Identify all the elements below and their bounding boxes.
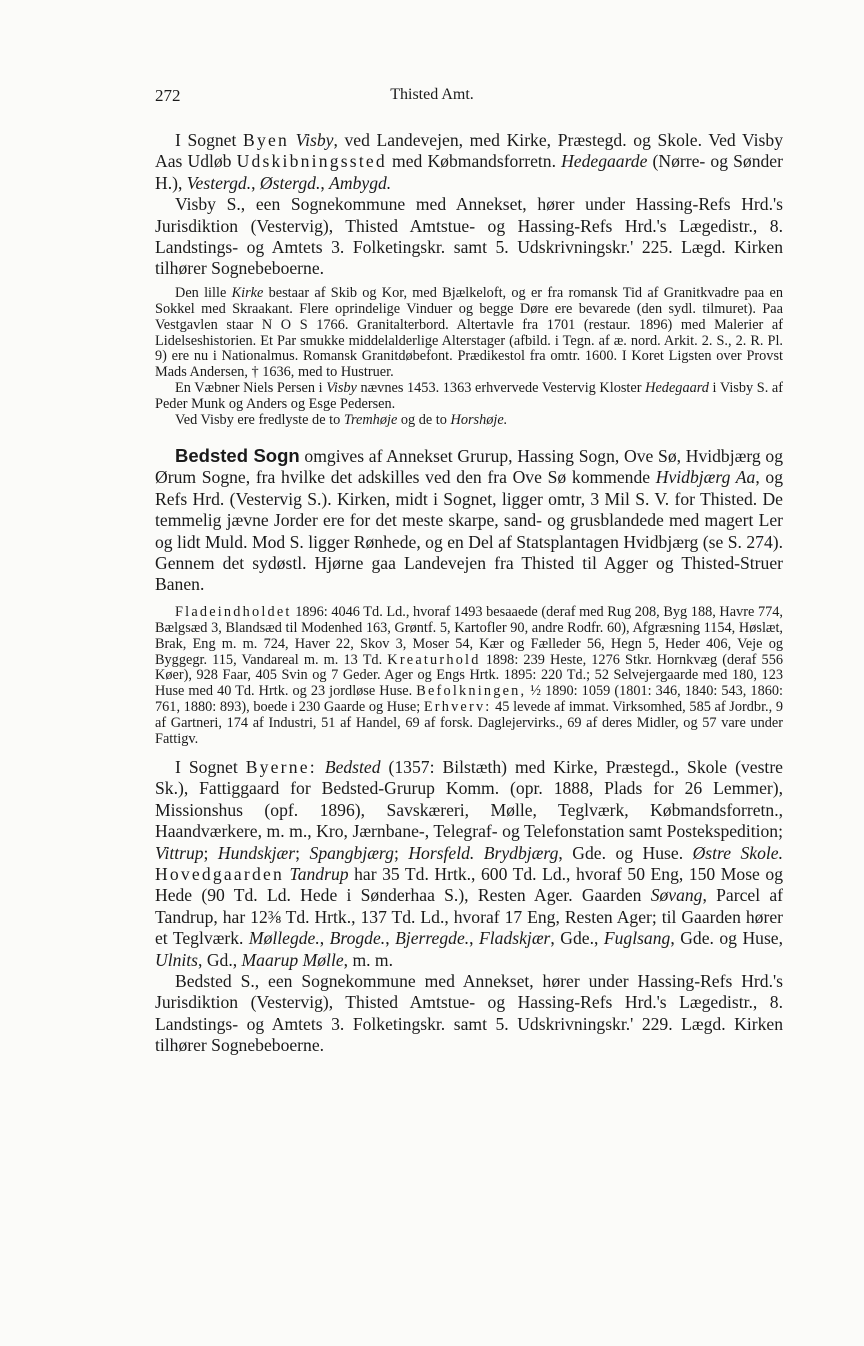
paragraph-visby-town: I Sognet Byen Visby, ved Landevejen, med Kirke, Præstegd. og Skole. Ved Visby Aas Udløb Udskibningssted med Købmandsforretn. Hedegaarde (Nørre- og Sønder H.), Vestergd., Østergd., Ambygd. <box>155 130 784 193</box>
paragraph-visby-protected: Ved Visby ere fredlyste de to Tremhøje og de to Horshøje. <box>175 412 508 429</box>
paragraph-bedsted-villages: I Sognet Byerne: Bedsted (1357: Bilstæth) med Kirke, Præstegd., Skole (vestre Sk.), Fattiggaard for Bedsted-Grurup Komm. (opr. 1888, Plads for 26 Lemmer), Missionshus (opf. 1896), Savskæreri, Mølle, Teglværk, Købmandsforretn., Haandværkere, m. m., Kro, Jærnbane-, Telegraf- og Telefonstation samt Postekspedition; Vittrup; Hundskjær; Spangbjærg; Horsfeld. Brydbjærg, Gde. og Huse. Østre Skole. Hovedgaarden Tandrup har 35 Td. Hrtk., 600 Td. Ld., hvoraf 50 Eng, 150 Mose og Hede (90 Td. Ld. Hede i Sønderhaa S.), Resten Ager. Gaarden Søvang, Parcel af Tandrup, har 12⅜ Td. Hrtk., 137 Td. Ld., hvoraf 17 Eng, Resten Ager; til Gaarden hører et Teglværk. Møllegde., Brogde., Bjerregde., Fladskjær, Gde., Fuglsang, Gde. og Huse, Ulnits, Gd., Maarup Mølle, m. m. <box>155 757 784 970</box>
paragraph-bedsted-admin: Bedsted S., een Sognekommune med Annekset, hører under Hassing-Refs Hrd.'s Jurisdiktion (Vestervig), Thisted Amtstue- og Hassing-Refs Hrd.'s Lægedistr., 8. Landstings- og Amtets 3. Folketingskr. samt 5. Udskrivningskr.' 229. Lægd. Kirken tilhører Sognebeboerne. <box>155 971 783 1056</box>
paragraph-visby-church: Den lille Kirke bestaar af Skib og Kor, med Bjælkeloft, og er fra romansk Tid af Granitkvadre paa en Sokkel med Skraakant. Flere oprindelige Vinduer og begge Døre ere bevarede (den sydl. tilmuret). Paa Vestgavlen staar N O S 1766. Granitalterbord. Altertavle fra 1701 (restaur. 1896) med Malerier af Lidelseshistorien. Et Par smukke middelalderlige Alterstager (afbild. i Tegn. af æ. nord. Arkit. 2. S., 2. R. Pl. 9) ere nu i Nationalmus. Romansk Granitdøbefont. Prædikestol fra omtr. 1600. I Koret Ligsten over Provst Mads Andersen, † 1636, med to Hustruer. <box>155 284 784 381</box>
paragraph-bedsted-sogn: Bedsted Sogn omgives af Annekset Grurup, Hassing Sogn, Ove Sø, Hvidbjærg og Ørum Sogne, fra hvilke det adskilles ved den fra Ove Sø kommende Hvidbjærg Aa, og Refs Hrd. (Vestervig S.). Kirken, midt i Sognet, ligger omtr, 3 Mil S. V. for Thisted. De temmelig jævne Jorder ere for det meste skarpe, sand- og grusblandede med magert Ler og lidt Muld. Mod S. ligger Rønhede, og en Del af Statsplantagen Hvidbjærg (se S. 274). Gennem det sydøstl. Hjørne gaa Landevejen fra Thisted til Agger og Thisted-Struer Banen. <box>155 445 784 595</box>
section-heading: Bedsted Sogn <box>175 445 300 466</box>
page-number: 272 <box>155 86 181 105</box>
running-title: Thisted Amt. <box>390 86 474 103</box>
body-text <box>155 130 783 1057</box>
paragraph-visby-admin: Visby S., een Sognekommune med Annekset, hører under Hassing-Refs Hrd.'s Jurisdiktion (Vestervig), Thisted Amtstue- og Hassing-Refs Hrd.'s Lægedistr., 8. Landstings- og Amtets 3. Folketingskr. samt 5. Udskrivningskr.' 225. Lægd. Kirken tilhører Sognebeboerne. <box>155 194 783 279</box>
paragraph-bedsted-statistics: Fladeindholdet 1896: 4046 Td. Ld., hvoraf 1493 besaaede (deraf med Rug 208, Byg 188, Havre 774, Bælgsæd 3, Blandsæd til Modenhed 163, Grøntf. 5, Kartofler 90, andre Rodfr. 60), Afgræsning 1154, Høslæt, Brak, Eng m. m. 724, Haver 22, Skov 3, Moser 54, Kær og Fælleder 56, Hegn 5, Heder 406, Veje og Byggegr. 115, Vandareal m. m. 13 Td. Kreaturhold 1898: 239 Heste, 1276 Stkr. Hornkvæg (deraf 556 Køer), 928 Faar, 405 Svin og 7 Geder. Ager og Engs Hrtk. 1895: 220 Td.; 52 Selvejergaarde med 180, 123 Huse med 40 Td. Hrtk. og 23 jordløse Huse. Befolkningen, ½ 1890: 1059 (1801: 346, 1840: 543, 1860: 761, 1880: 893), boede i 230 Gaarde og Huse; Erhverv: 45 levede af immat. Virksomhed, 585 af Jordbr., 9 af Gartneri, 174 af Industri, 51 af Handel, 69 af forsk. Daglejervirks., 69 af deres Midler, og 57 vare under Fattigv. <box>155 603 784 748</box>
paragraph-visby-history: En Væbner Niels Persen i Visby nævnes 1453. 1363 erhvervede Vestervig Kloster Hedegaard i Visby S. af Peder Munk og Anders og Esge Pedersen. <box>155 380 783 413</box>
